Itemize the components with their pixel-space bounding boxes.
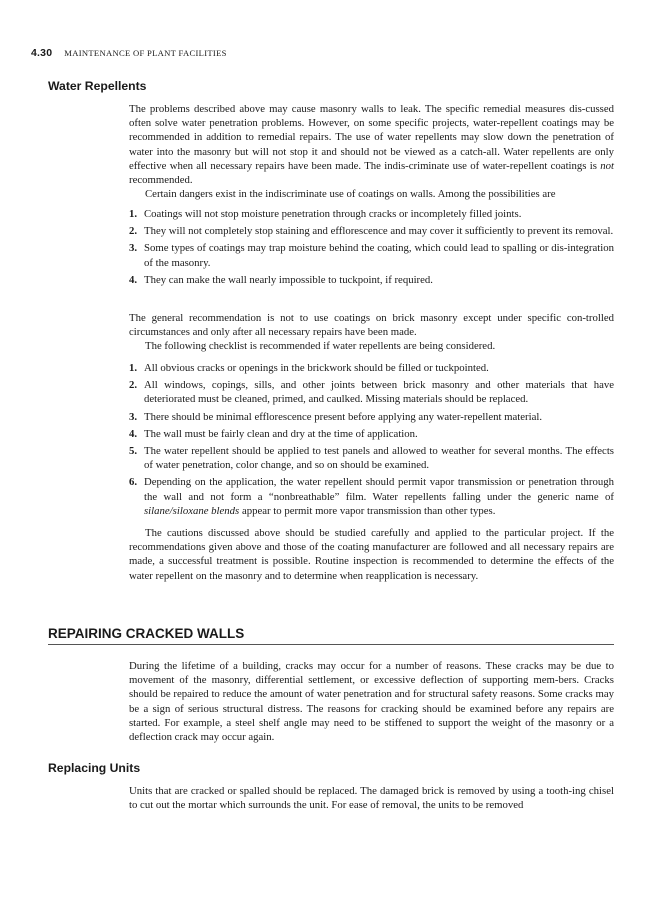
list-item: 3. Some types of coatings may trap moisture behind the coating, which could lead to spalling or dis-integration of the masonry. (129, 242, 614, 269)
list-item: 4. The wall must be fairly clean and dry at the time of application. (129, 427, 418, 440)
list-item: 5. The water repellent should be applied to test panels and allowed to weather for several months. The effects of water penetration, color change, and so on should be examined. (129, 445, 614, 472)
cautions-paragraph: The cautions discussed above should be studied carefully and applied to the particular project. If the recommendations given above and those of the coating manufacturer are followed and all necessary repairs are made, a successful treatment is possible. Routine inspection is recommended to determine the effects of the water repellent on the masonry and to determine when reapplication is necessary. (129, 527, 614, 582)
repairing-block (129, 659, 614, 744)
repairing-cracked-walls-heading: REPAIRING CRACKED WALLS (48, 626, 614, 645)
running-head (31, 47, 227, 59)
dangers-list (129, 207, 614, 287)
generic-name-emphasis: silane/siloxane blends (144, 504, 240, 517)
checklist-intro: The following checklist is recommended if water repellents are being considered. (145, 340, 496, 353)
list-item: 2. All windows, copings, sills, and other joints between brick masonry and other materials that have deteriorated must be cleaned, primed, and caulked. Missing materials should be replaced. (129, 379, 614, 406)
list-item: 1. All obvious cracks or openings in the brickwork should be filled or tuckpointed. (129, 362, 489, 374)
water-repellents-intro (129, 102, 614, 201)
intro-emphasis: not (600, 159, 614, 172)
list-item: 4. They can make the wall nearly impossible to tuckpoint, if required. (129, 273, 433, 286)
water-repellents-heading: Water Repellents (48, 79, 147, 93)
replacing-units-heading: Replacing Units (48, 761, 141, 775)
list-item: 2. They will not completely stop staining and efflorescence and may cover it sufficiently to prevent its removal. (129, 225, 614, 238)
cautions-block (129, 526, 614, 583)
intro-paragraph: The problems described above may cause masonry walls to leak. The specific remedial measures dis-cussed often solve water penetration problems. However, on some specific projects, water-repellent coatings may be recommended in addition to remedial repairs. The use of water repellents may slow down the penetration of water into the masonry but will not stop it and should not be viewed as a catch-all. Water repellents are only effective when all necessary repairs have been made. The indis-criminate use of water-repellent coatings is not recommended. (129, 103, 614, 187)
page-number: 4.30 (31, 47, 53, 59)
dangers-list-block (129, 207, 614, 287)
general-recommendation-block (129, 311, 614, 354)
general-recommendation: The general recommendation is not to use coatings on brick masonry except under specific con-trolled circumstances and only after all necessary repairs have been made. (129, 312, 614, 339)
replacing-units-block (129, 784, 614, 812)
list-item: 3. There should be minimal efflorescence present before applying any water-repellent material. (129, 410, 543, 423)
list-item: 6. Depending on the application, the water repellent should permit vapor transmission or penetration through the wall and not form a “nonbreathable” film. Water repellents falling under the generic name of silane/siloxane blends appear to permit more vapor transmission than other types. (129, 476, 614, 517)
repairing-paragraph: During the lifetime of a building, cracks may occur for a number of reasons. These cracks may be due to movement of the masonry, differential settlement, or excessive deflection of supporting mem-bers. Cracks should be repaired to reduce the amount of water penetration and for structural safety reasons. Some cracks may be a sign of serious structural distress. The reasons for cracking should be examined before any repairs are started. For example, a steel shelf angle may need to be stiffened to support the weight of the masonry or a deflection crack may occur again. (129, 660, 614, 744)
running-title: MAINTENANCE OF PLANT FACILITIES (64, 48, 227, 58)
checklist (129, 361, 614, 518)
list-item: 1. Coatings will not stop moisture penetration through cracks or incompletely filled joints. (129, 208, 522, 220)
checklist-block (129, 361, 614, 518)
replacing-units-paragraph: Units that are cracked or spalled should be replaced. The damaged brick is removed by using a tooth-ing chisel to cut out the mortar which surrounds the unit. For ease of removal, the units to be removed (129, 785, 614, 812)
dangers-intro: Certain dangers exist in the indiscriminate use of coatings on walls. Among the possibilities are (145, 188, 556, 201)
